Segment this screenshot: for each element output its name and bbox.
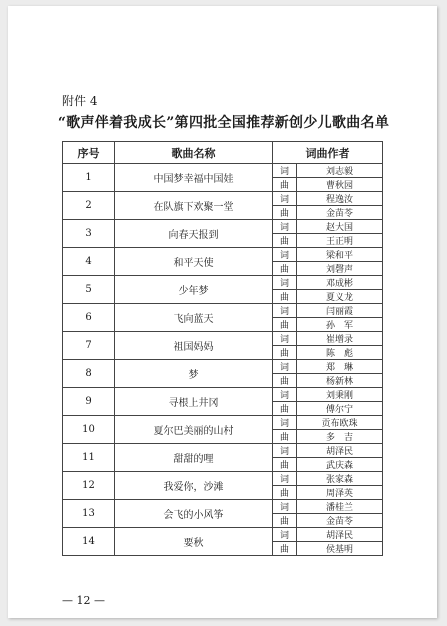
role-music-label: 曲	[273, 486, 297, 500]
lyricist-name: 赵大国	[297, 220, 383, 234]
attachment-label: 附件 4	[62, 94, 98, 108]
table-row	[63, 500, 383, 514]
song-title: 夏尔巴美丽的山村	[115, 416, 273, 444]
composer-name: 金苗苓	[297, 206, 383, 220]
role-lyrics-label: 词	[273, 416, 297, 430]
song-number: 6	[63, 304, 115, 332]
lyricist-name: 刘志毅	[297, 164, 383, 178]
role-lyrics-label: 词	[273, 332, 297, 346]
role-lyrics-label: 词	[273, 276, 297, 290]
song-title: 在队旗下欢聚一堂	[115, 192, 273, 220]
role-lyrics-label: 词	[273, 220, 297, 234]
table-row	[63, 472, 383, 486]
role-music-label: 曲	[273, 290, 297, 304]
song-title: 会飞的小风筝	[115, 500, 273, 528]
song-title: 向春天报到	[115, 220, 273, 248]
song-number: 8	[63, 360, 115, 388]
role-music-label: 曲	[273, 206, 297, 220]
song-table	[62, 141, 383, 556]
role-lyrics-label: 词	[273, 192, 297, 206]
composer-name: 夏义龙	[297, 290, 383, 304]
lyricist-name: 程逸汝	[297, 192, 383, 206]
song-title: 寻根上井冈	[115, 388, 273, 416]
song-title: 和平天使	[115, 248, 273, 276]
table-row	[63, 304, 383, 318]
song-number: 14	[63, 528, 115, 556]
table-row	[63, 164, 383, 178]
role-music-label: 曲	[273, 514, 297, 528]
lyricist-name: 崔增录	[297, 332, 383, 346]
table-row	[63, 416, 383, 430]
role-music-label: 曲	[273, 458, 297, 472]
role-music-label: 曲	[273, 234, 297, 248]
table-row	[63, 528, 383, 542]
song-title: 少年梦	[115, 276, 273, 304]
composer-name: 陈 彪	[297, 346, 383, 360]
song-number: 2	[63, 192, 115, 220]
table-row	[63, 276, 383, 290]
song-number: 7	[63, 332, 115, 360]
page-number: — 12 —	[62, 594, 105, 607]
song-title: 飞向蓝天	[115, 304, 273, 332]
role-music-label: 曲	[273, 542, 297, 556]
song-number: 1	[63, 164, 115, 192]
table-row	[63, 388, 383, 402]
song-title: 要秋	[115, 528, 273, 556]
role-music-label: 曲	[273, 178, 297, 192]
composer-name: 王正明	[297, 234, 383, 248]
role-music-label: 曲	[273, 402, 297, 416]
composer-name: 傅尔宁	[297, 402, 383, 416]
lyricist-name: 潘桂兰	[297, 500, 383, 514]
lyricist-name: 张家森	[297, 472, 383, 486]
lyricist-name: 胡泽民	[297, 528, 383, 542]
lyricist-name: 刘秉刚	[297, 388, 383, 402]
song-number: 11	[63, 444, 115, 472]
lyricist-name: 闫丽霞	[297, 304, 383, 318]
song-number: 13	[63, 500, 115, 528]
role-music-label: 曲	[273, 430, 297, 444]
role-lyrics-label: 词	[273, 388, 297, 402]
role-lyrics-label: 词	[273, 472, 297, 486]
lyricist-name: 贡布欧珠	[297, 416, 383, 430]
composer-name: 刘磬声	[297, 262, 383, 276]
composer-name: 周泽英	[297, 486, 383, 500]
role-lyrics-label: 词	[273, 528, 297, 542]
song-number: 12	[63, 472, 115, 500]
composer-name: 侯基明	[297, 542, 383, 556]
composer-name: 曹秋园	[297, 178, 383, 192]
header-num: 序号	[63, 142, 115, 164]
header-song: 歌曲名称	[115, 142, 273, 164]
lyricist-name: 梁和平	[297, 248, 383, 262]
role-lyrics-label: 词	[273, 500, 297, 514]
song-number: 3	[63, 220, 115, 248]
role-music-label: 曲	[273, 318, 297, 332]
lyricist-name: 郑 琳	[297, 360, 383, 374]
table-body	[63, 164, 383, 556]
table-row	[63, 332, 383, 346]
song-title: 甜甜的哩	[115, 444, 273, 472]
song-title: 梦	[115, 360, 273, 388]
role-music-label: 曲	[273, 346, 297, 360]
song-title: 祖国妈妈	[115, 332, 273, 360]
composer-name: 多 吉	[297, 430, 383, 444]
composer-name: 金苗苓	[297, 514, 383, 528]
table-row	[63, 444, 383, 458]
composer-name: 杨新林	[297, 374, 383, 388]
table-row	[63, 220, 383, 234]
role-lyrics-label: 词	[273, 164, 297, 178]
table-row	[63, 192, 383, 206]
role-music-label: 曲	[273, 374, 297, 388]
lyricist-name: 邓成彬	[297, 276, 383, 290]
document-title: “歌声伴着我成长”第四批全国推荐新创少儿歌曲名单	[57, 115, 390, 131]
song-number: 5	[63, 276, 115, 304]
table-row	[63, 360, 383, 374]
lyricist-name: 胡泽民	[297, 444, 383, 458]
composer-name: 孙 军	[297, 318, 383, 332]
song-number: 10	[63, 416, 115, 444]
song-title: 我爱你，沙滩	[115, 472, 273, 500]
role-lyrics-label: 词	[273, 360, 297, 374]
song-number: 4	[63, 248, 115, 276]
role-music-label: 曲	[273, 262, 297, 276]
song-number: 9	[63, 388, 115, 416]
role-lyrics-label: 词	[273, 304, 297, 318]
table-row	[63, 248, 383, 262]
table-header-row	[63, 142, 383, 164]
header-authors: 词曲作者	[273, 142, 383, 164]
composer-name: 武庆森	[297, 458, 383, 472]
role-lyrics-label: 词	[273, 444, 297, 458]
role-lyrics-label: 词	[273, 248, 297, 262]
song-title: 中国梦幸福中国娃	[115, 164, 273, 192]
